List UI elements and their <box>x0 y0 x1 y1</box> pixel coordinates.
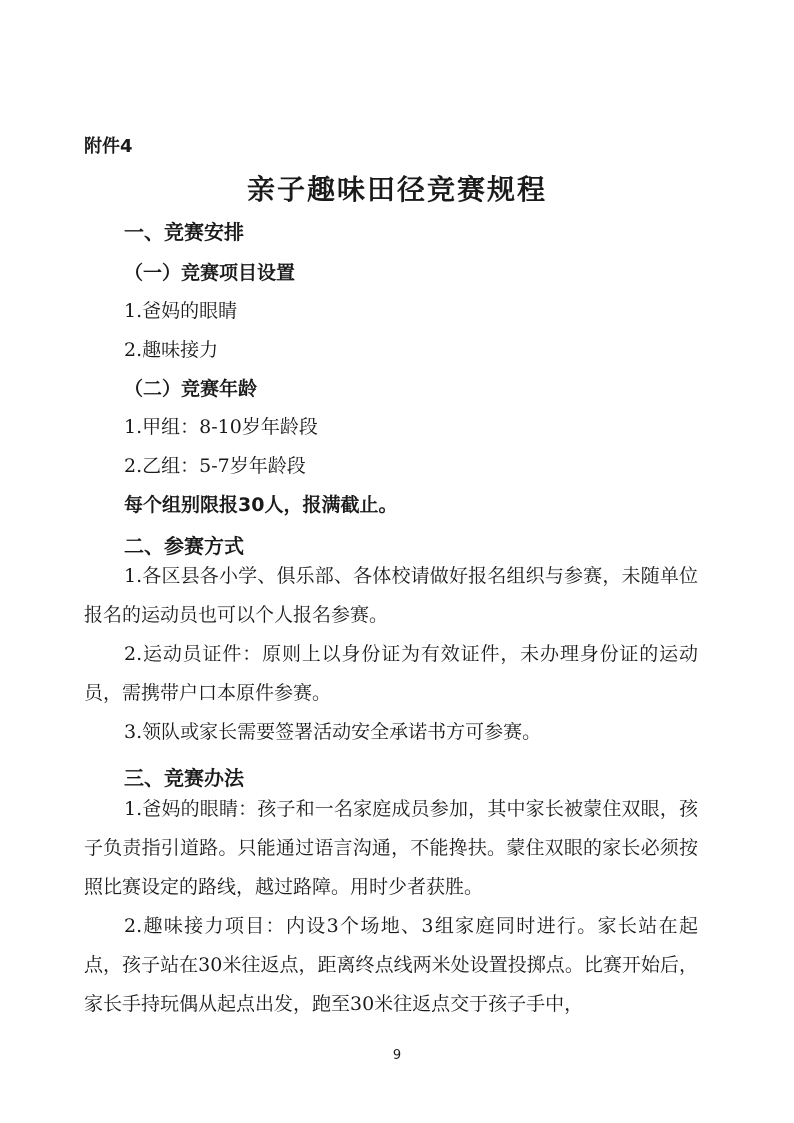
section-heading-arrangement: 一、竞赛安排 <box>124 220 244 244</box>
quota-note: 每个组别限报30人，报满截止。 <box>124 494 398 516</box>
age-group-2: 2.乙组：5-7岁年龄段 <box>124 455 306 477</box>
rules-para-2: 2.趣味接力项目：内设3个场地、3组家庭同时进行。家长站在起点，孩子站在30米往返点，距离终点线两米处设置投掷点。比赛开始后，家长手持玩偶从起点出发，跑至30米往返点交于孩子手中， <box>84 915 698 1015</box>
document-title: 亲子趣味田径竞赛规程 <box>246 173 547 206</box>
participation-para-2: 2.运动员证件：原则上以身份证为有效证件，未办理身份证的运动员，需携带户口本原件参赛。 <box>84 643 698 704</box>
section-heading-participation: 二、参赛方式 <box>124 534 244 558</box>
rules-para-1: 1.爸妈的眼睛：孩子和一名家庭成员参加，其中家长被蒙住双眼，孩子负责指引道路。只能通过语言沟通，不能搀扶。蒙住双眼的家长必须按照比赛设定的路线，越过路障。用时少者获胜。 <box>84 798 698 898</box>
subsection-heading-events: （一）竞赛项目设置 <box>124 262 296 284</box>
event-item-1: 1.爸妈的眼睛 <box>124 300 238 322</box>
page-number: 9 <box>392 1048 402 1063</box>
subsection-heading-age: （二）竞赛年龄 <box>124 378 258 400</box>
participation-para-3: 3.领队或家长需要签署活动安全承诺书方可参赛。 <box>124 721 542 743</box>
participation-para-1: 1.各区县各小学、俱乐部、各体校请做好报名组织与参赛，未随单位报名的运动员也可以个人报名参赛。 <box>84 565 698 626</box>
attachment-label: 附件4 <box>84 136 133 157</box>
section-heading-rules: 三、竞赛办法 <box>124 766 244 790</box>
age-group-1: 1.甲组：8-10岁年龄段 <box>124 416 318 438</box>
event-item-2: 2.趣味接力 <box>124 339 219 361</box>
